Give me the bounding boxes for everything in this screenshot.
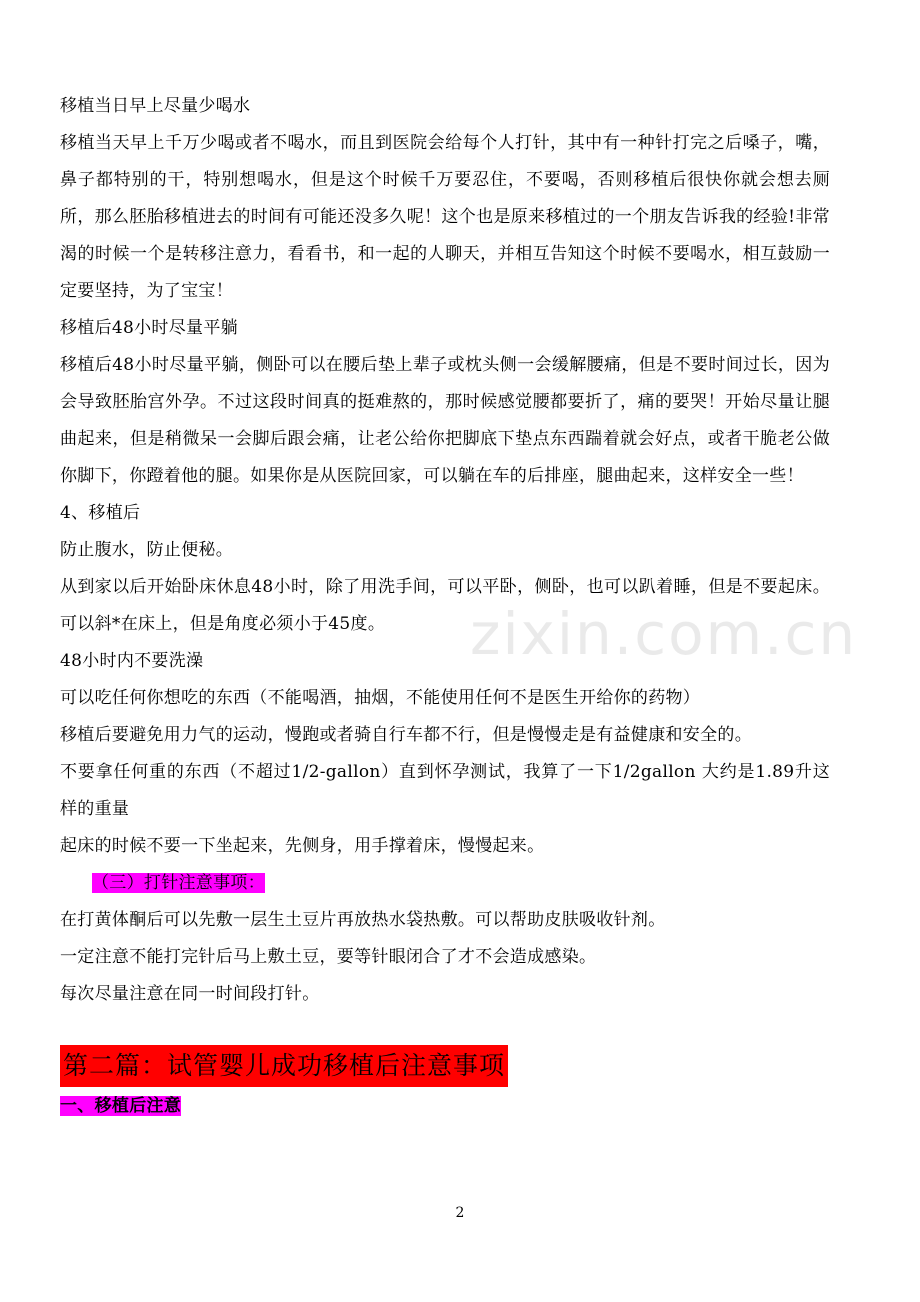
section1-title-container [60,1088,830,1125]
paragraph-injection-1: 在打黄体酮后可以先敷一层生土豆片再放热水袋热敷。可以帮助皮肤吸收针剂。 [60,910,666,930]
page-number: 2 [455,1205,465,1221]
watermark: zixin.com.cn [470,600,858,668]
heading-48h-lie: 移植后48小时尽量平躺 [60,318,238,338]
paragraph-ascites: 防止腹水，防止便秘。 [60,540,233,560]
spacer [60,1013,830,1045]
section1-title: 一、移植后注意 [60,1096,182,1116]
paragraph-food: 可以吃任何你想吃的东西（不能喝酒，抽烟，不能使用任何不是医生开给你的药物） [60,688,701,708]
heading-day-water: 移植当日早上尽量少喝水 [60,96,251,116]
paragraph-day-water: 移植当天早上千万少喝或者不喝水，而且到医院会给每个人打针，其中有一种针打完之后嗓子，嘴，鼻子都特别的干，特别想喝水，但是这个时候千万要忍住，不要喝，否则移植后很快你就会想去厕所，那么胚胎移植进去的时间有可能还没多久呢！这个也是原来移植过的一个朋友告诉我的经验!非常渴的时候一个是转移注意力，看看书，和一起的人聊天，并相互告知这个时候不要喝水，相互鼓励一定要坚持，为了宝宝！ [60,133,830,301]
subheading-injection: （三）打针注意事项： [92,873,265,893]
paragraph-injection-2: 一定注意不能打完针后马上敷土豆，要等针眼闭合了才不会造成感染。 [60,947,597,967]
paragraph-injection-3: 每次尽量注意在同一时间段打针。 [60,984,320,1004]
document-body [60,88,830,1125]
paragraph-heavy: 不要拿任何重的东西（不超过1/2-gallon）直到怀孕测试，我算了一下1/2gallon 大约是1.89升这样的重量 [60,762,830,819]
heading-after-transfer: 4、移植后 [60,503,141,523]
paragraph-no-bath: 48小时内不要洗澡 [60,651,204,671]
part2-title: 第二篇：试管婴儿成功移植后注意事项 [60,1045,508,1087]
paragraph-48h-lie: 移植后48小时尽量平躺，侧卧可以在腰后垫上辈子或枕头侧一会缓解腰痛，但是不要时间过长，因为会导致胚胎宫外孕。不过这段时间真的挺难熬的，那时候感觉腰都要折了，痛的要哭！开始尽量让腿曲起来，但是稍微呆一会脚后跟会痛，让老公给你把脚底下垫点东西踹着就会好点，或者干脆老公做你脚下，你蹬着他的腿。如果你是从医院回家，可以躺在车的后排座，腿曲起来，这样安全一些！ [60,355,830,486]
part2-title-container [60,1045,830,1088]
subheading-injection-container [60,865,830,902]
paragraph-bed-rest: 从到家以后开始卧床休息48小时，除了用洗手间，可以平卧，侧卧，也可以趴着睡，但是不要起床。可以斜*在床上，但是角度必须小于45度。 [60,577,830,634]
paragraph-exercise: 移植后要避免用力气的运动，慢跑或者骑自行车都不行，但是慢慢走是有益健康和安全的。 [60,725,752,745]
paragraph-get-up: 起床的时候不要一下坐起来，先侧身，用手撑着床，慢慢起来。 [60,836,545,856]
